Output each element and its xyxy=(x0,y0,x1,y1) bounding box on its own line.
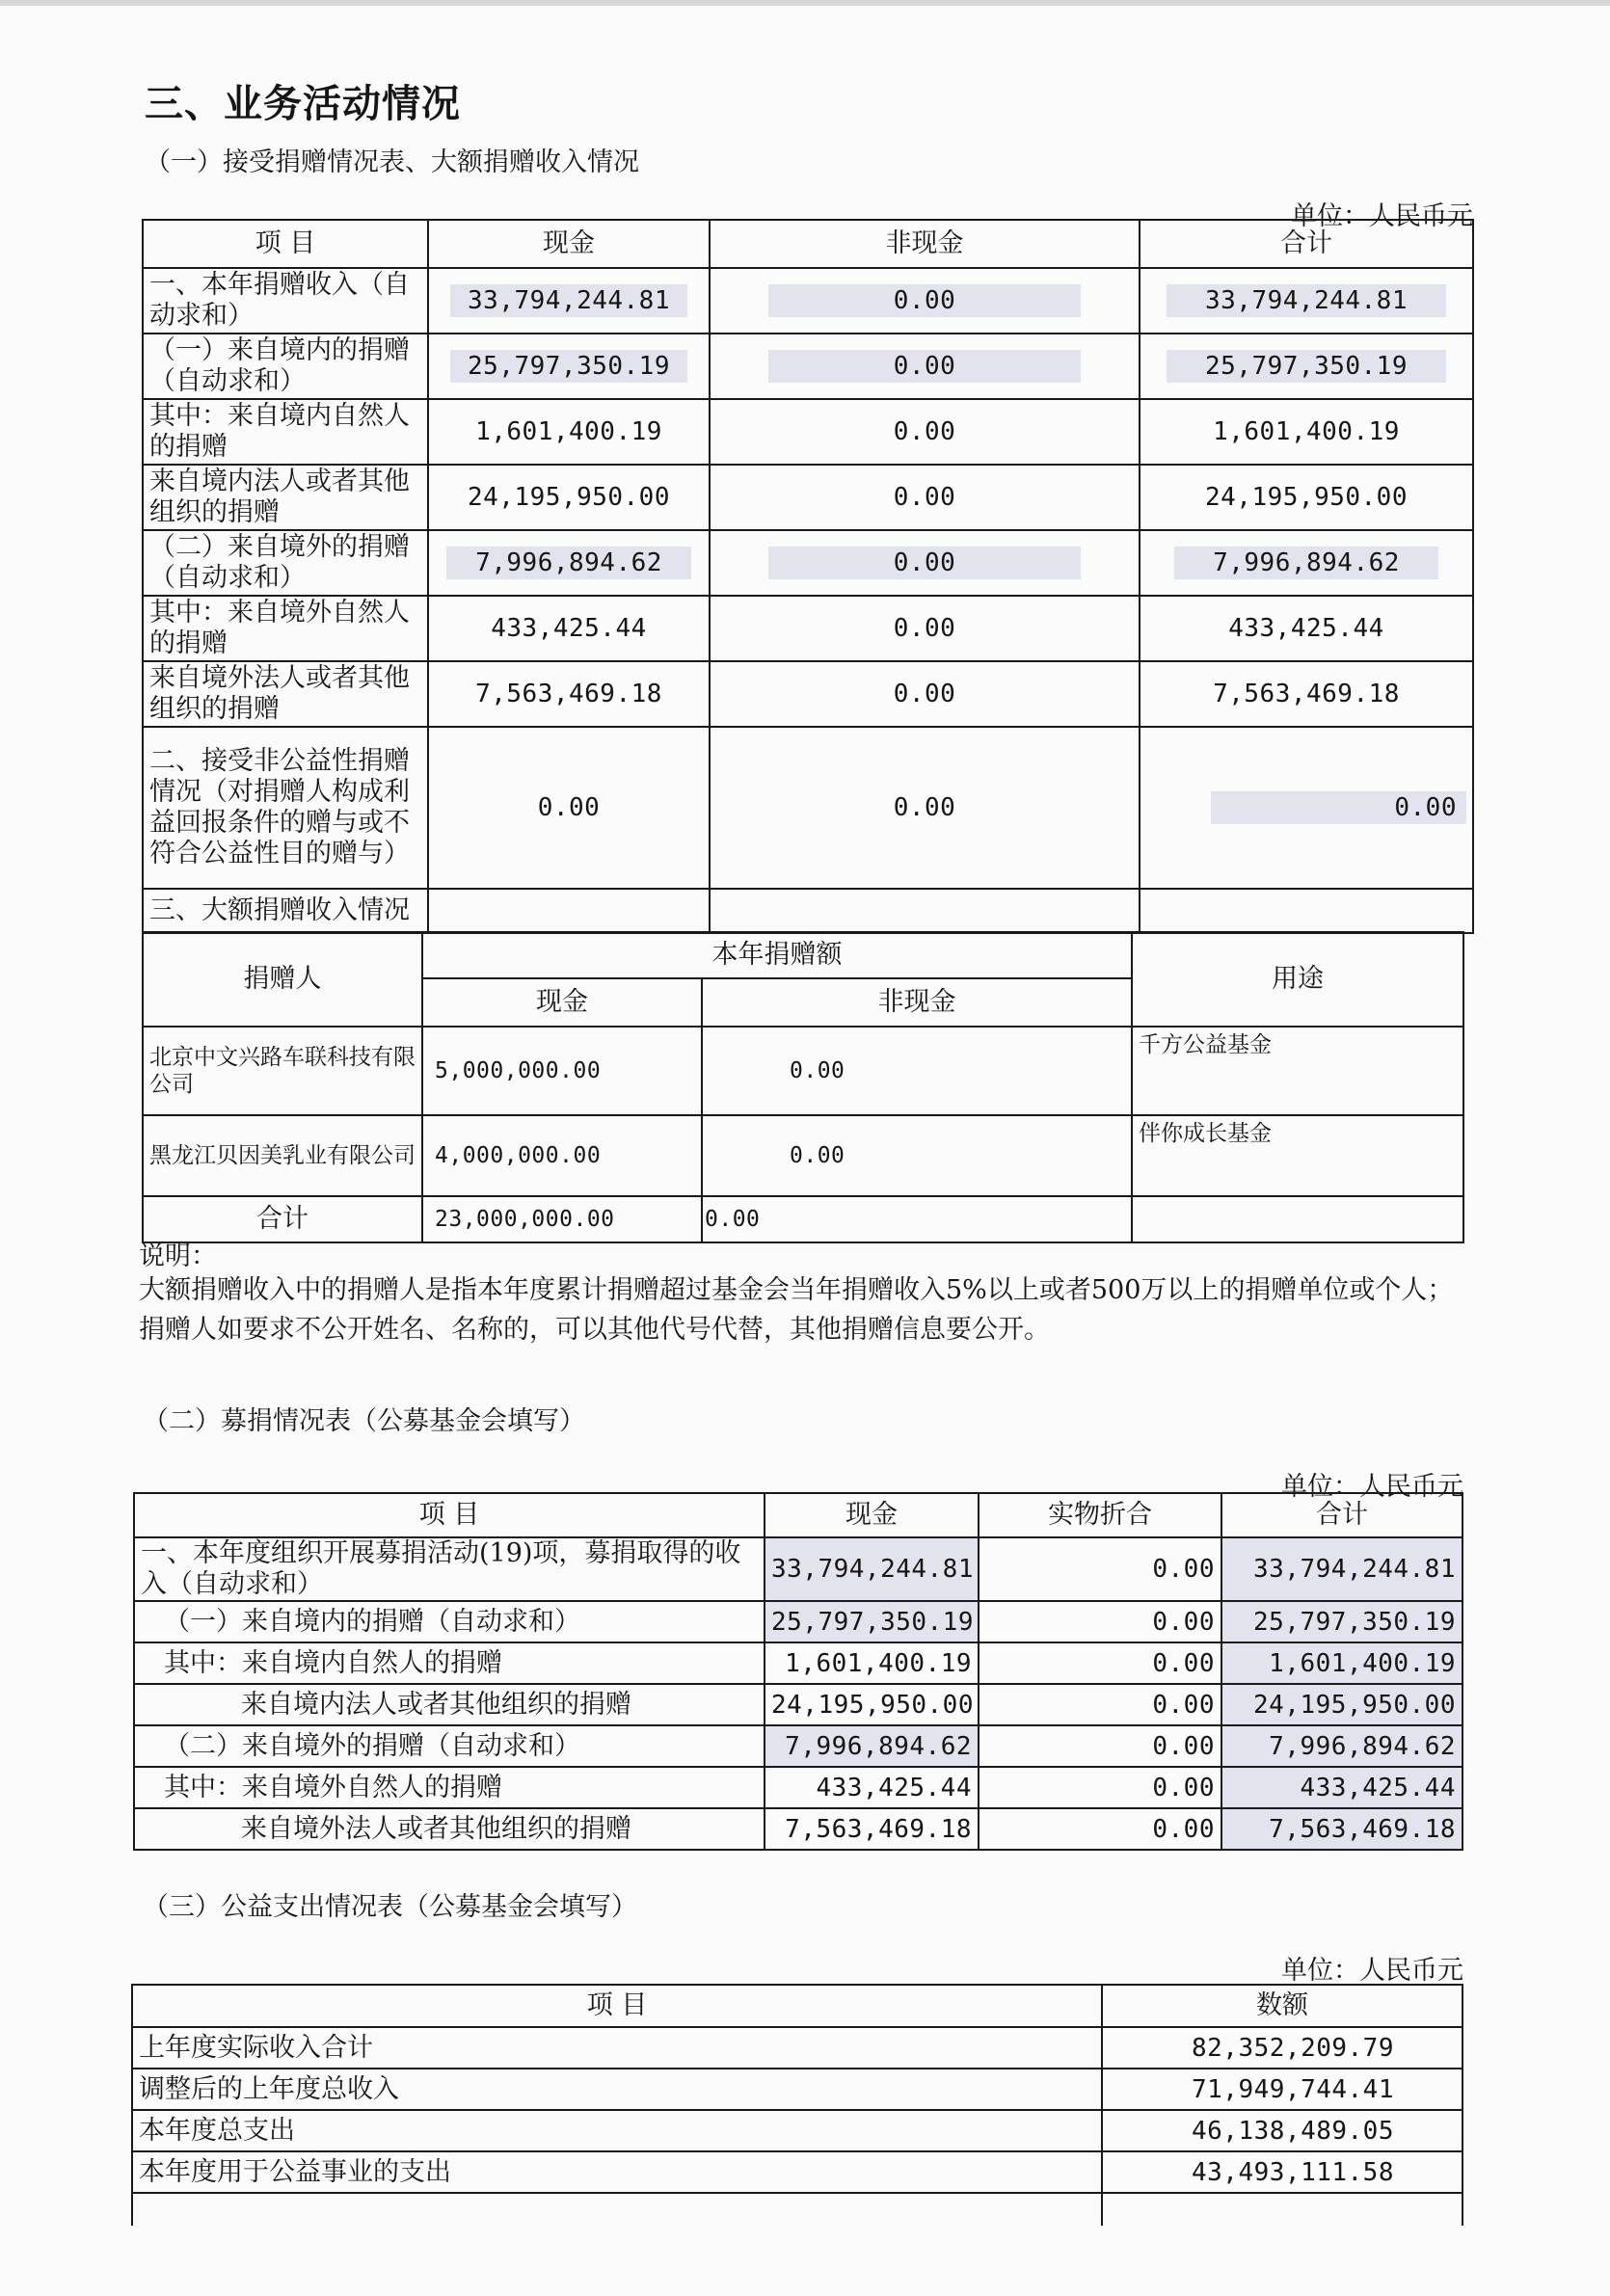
header-cash: 现金 xyxy=(428,220,710,268)
value-total xyxy=(1140,889,1473,933)
table-row xyxy=(134,1808,1462,1850)
table-row xyxy=(143,596,1473,661)
value-noncash: 0.00 xyxy=(768,284,1082,317)
value-amount: 71,949,744.41 xyxy=(1102,2069,1462,2110)
header-amount: 本年捐赠额 xyxy=(422,932,1132,978)
value-noncash: 0.00 xyxy=(710,727,1140,889)
cell-noncash xyxy=(710,268,1140,334)
cell-total xyxy=(1140,268,1473,334)
header-donor: 捐赠人 xyxy=(143,932,422,1027)
value-total: 24,195,950.00 xyxy=(1221,1684,1462,1725)
value-cash: 433,425.44 xyxy=(428,596,710,661)
table-row xyxy=(143,268,1473,334)
value-total: 0.00 xyxy=(1211,791,1466,824)
value-noncash: 0.00 xyxy=(768,547,1082,579)
cell-total xyxy=(1140,727,1473,889)
notes-block xyxy=(139,1240,1469,1348)
donor-cash: 4,000,000.00 xyxy=(422,1115,702,1196)
donor-cash: 5,000,000.00 xyxy=(422,1027,702,1115)
donations-unit: 单位：人民币元 xyxy=(1291,201,1473,231)
notes-line-1: 大额捐赠收入中的捐赠人是指本年度累计捐赠超过基金会当年捐赠收入5%以上或者500万以上的捐赠单位或个人； xyxy=(139,1275,1454,1305)
value-inkind: 0.00 xyxy=(979,1767,1221,1808)
header-amount: 数额 xyxy=(1102,1985,1462,2027)
expenditure-unit: 单位：人民币元 xyxy=(1281,1956,1463,1986)
value-cash: 7,996,894.62 xyxy=(765,1725,979,1767)
table-row xyxy=(143,399,1473,465)
header-item: 项 目 xyxy=(143,220,428,268)
fundraising-subtitle: （二）募捐情况表（公募基金会填写） xyxy=(143,1406,585,1436)
row-label: （一）来自境内的捐赠（自动求和） xyxy=(134,1601,765,1642)
header-cash: 现金 xyxy=(765,1493,979,1537)
header-item: 项 目 xyxy=(134,1493,765,1537)
table-row xyxy=(134,1537,1462,1601)
value-total: 433,425.44 xyxy=(1221,1767,1462,1808)
row-label: 来自境内法人或者其他组织的捐赠 xyxy=(143,465,428,530)
value-amount: 43,493,111.58 xyxy=(1102,2151,1462,2193)
value-total: 7,996,894.62 xyxy=(1221,1725,1462,1767)
header-inkind: 实物折合 xyxy=(979,1493,1221,1537)
table-row xyxy=(143,889,1473,933)
value-total: 7,563,469.18 xyxy=(1140,661,1473,727)
table-header-row xyxy=(134,1493,1462,1537)
cell-cash xyxy=(428,334,710,399)
row-label: 来自境外法人或者其他组织的捐赠 xyxy=(134,1808,765,1850)
cell-cash xyxy=(428,268,710,334)
table-row xyxy=(143,530,1473,596)
value-amount: 82,352,209.79 xyxy=(1102,2027,1462,2069)
expenditure-subtitle: （三）公益支出情况表（公募基金会填写） xyxy=(143,1892,637,1922)
cell-noncash xyxy=(710,334,1140,399)
row-label: 其中：来自境外自然人的捐赠 xyxy=(134,1767,765,1808)
row-label: 来自境内法人或者其他组织的捐赠 xyxy=(134,1684,765,1725)
value-cash: 7,996,894.62 xyxy=(446,547,691,579)
value-cash: 24,195,950.00 xyxy=(428,465,710,530)
value-total: 7,996,894.62 xyxy=(1174,547,1438,579)
donations-table xyxy=(142,219,1474,934)
table-total-row xyxy=(143,1196,1463,1242)
row-label: 三、大额捐赠收入情况 xyxy=(143,889,428,933)
cell-total xyxy=(1140,334,1473,399)
row-label: 其中：来自境内自然人的捐赠 xyxy=(134,1642,765,1684)
header-total: 合计 xyxy=(1140,220,1473,268)
value-inkind: 0.00 xyxy=(979,1601,1221,1642)
table-row xyxy=(132,2027,1462,2069)
header-item: 项 目 xyxy=(132,1985,1102,2027)
value-cash: 33,794,244.81 xyxy=(765,1537,979,1601)
table-header-row xyxy=(132,1985,1462,2027)
total-cash: 23,000,000.00 xyxy=(422,1196,702,1242)
value-cash: 433,425.44 xyxy=(765,1767,979,1808)
donor-noncash: 0.00 xyxy=(702,1115,1132,1196)
value-total: 433,425.44 xyxy=(1140,596,1473,661)
table-header-row xyxy=(143,220,1473,268)
table-row xyxy=(143,661,1473,727)
donor-name: 黑龙江贝因美乳业有限公司 xyxy=(143,1115,422,1196)
table-row xyxy=(134,1642,1462,1684)
value-cash: 25,797,350.19 xyxy=(765,1601,979,1642)
expenditure-table xyxy=(131,1984,1463,2226)
row-label: 其中：来自境内自然人的捐赠 xyxy=(143,399,428,465)
table-row xyxy=(132,2151,1462,2193)
row-label: （二）来自境外的捐赠（自动求和） xyxy=(143,530,428,596)
row-label: 来自境外法人或者其他组织的捐赠 xyxy=(143,661,428,727)
donor-noncash: 0.00 xyxy=(702,1027,1132,1115)
row-label xyxy=(132,2193,1102,2226)
row-label: 二、接受非公益性捐赠情况（对捐赠人构成利益回报条件的赠与或不符合公益性目的赠与） xyxy=(143,727,428,889)
value-cash: 0.00 xyxy=(428,727,710,889)
value-total: 25,797,350.19 xyxy=(1221,1601,1462,1642)
table-row xyxy=(143,727,1473,889)
table-row xyxy=(143,1115,1463,1196)
header-purpose: 用途 xyxy=(1132,932,1463,1027)
table-row xyxy=(132,2069,1462,2110)
donor-purpose: 千方公益基金 xyxy=(1132,1027,1463,1115)
fundraising-unit: 单位：人民币元 xyxy=(1281,1472,1463,1502)
donor-name: 北京中文兴路车联科技有限公司 xyxy=(143,1027,422,1115)
row-label: 本年度总支出 xyxy=(132,2110,1102,2151)
row-label: （二）来自境外的捐赠（自动求和） xyxy=(134,1725,765,1767)
table-row xyxy=(134,1725,1462,1767)
table-header-row xyxy=(143,932,1463,978)
row-label: 调整后的上年度总收入 xyxy=(132,2069,1102,2110)
value-cash: 1,601,400.19 xyxy=(428,399,710,465)
large-donations-table xyxy=(142,931,1464,1243)
value-cash: 7,563,469.18 xyxy=(765,1808,979,1850)
value-cash: 7,563,469.18 xyxy=(428,661,710,727)
row-label: 上年度实际收入合计 xyxy=(132,2027,1102,2069)
value-amount: 46,138,489.05 xyxy=(1102,2110,1462,2151)
table-row xyxy=(134,1767,1462,1808)
row-label: （一）来自境内的捐赠（自动求和） xyxy=(143,334,428,399)
header-noncash: 非现金 xyxy=(702,978,1132,1027)
cell-cash xyxy=(428,530,710,596)
donations-subtitle: （一）接受捐赠情况表、大额捐赠收入情况 xyxy=(145,147,639,177)
value-total: 1,601,400.19 xyxy=(1140,399,1473,465)
cell-noncash xyxy=(710,530,1140,596)
notes-title: 说明： xyxy=(139,1241,217,1271)
notes-line-2: 捐赠人如要求不公开姓名、名称的，可以其他代号代替，其他捐赠信息要公开。 xyxy=(139,1315,1050,1345)
total-purpose xyxy=(1132,1196,1463,1242)
value-noncash: 0.00 xyxy=(710,661,1140,727)
table-row xyxy=(143,334,1473,399)
value-inkind: 0.00 xyxy=(979,1642,1221,1684)
table-row xyxy=(132,2193,1462,2226)
table-row xyxy=(134,1601,1462,1642)
value-total: 24,195,950.00 xyxy=(1140,465,1473,530)
value-cash: 33,794,244.81 xyxy=(450,284,687,317)
value-cash: 1,601,400.19 xyxy=(765,1642,979,1684)
value-inkind: 0.00 xyxy=(979,1684,1221,1725)
value-total: 33,794,244.81 xyxy=(1167,284,1446,317)
value-total: 1,601,400.19 xyxy=(1221,1642,1462,1684)
value-inkind: 0.00 xyxy=(979,1808,1221,1850)
value-cash: 24,195,950.00 xyxy=(765,1684,979,1725)
value-total: 33,794,244.81 xyxy=(1221,1537,1462,1601)
value-inkind: 0.00 xyxy=(979,1725,1221,1767)
table-row xyxy=(143,465,1473,530)
donor-purpose: 伴你成长基金 xyxy=(1132,1115,1463,1196)
value-total: 7,563,469.18 xyxy=(1221,1808,1462,1850)
table-row xyxy=(134,1684,1462,1725)
header-total: 合计 xyxy=(1221,1493,1462,1537)
value-cash: 25,797,350.19 xyxy=(450,350,687,383)
value-noncash: 0.00 xyxy=(710,465,1140,530)
scan-edge xyxy=(0,0,1610,6)
value-amount xyxy=(1102,2193,1462,2226)
section-title: 三、业务活动情况 xyxy=(145,82,461,126)
value-total: 25,797,350.19 xyxy=(1167,350,1446,383)
row-label: 本年度用于公益事业的支出 xyxy=(132,2151,1102,2193)
value-noncash xyxy=(710,889,1140,933)
table-row xyxy=(143,1027,1463,1115)
total-noncash: 0.00 xyxy=(702,1196,1132,1242)
total-label: 合计 xyxy=(143,1196,422,1242)
row-label: 其中：来自境外自然人的捐赠 xyxy=(143,596,428,661)
row-label: 一、本年度组织开展募捐活动(19)项，募捐取得的收入（自动求和） xyxy=(134,1537,765,1601)
value-noncash: 0.00 xyxy=(710,399,1140,465)
table-row xyxy=(132,2110,1462,2151)
value-noncash: 0.00 xyxy=(768,350,1082,383)
row-label: 一、本年捐赠收入（自动求和） xyxy=(143,268,428,334)
value-noncash: 0.00 xyxy=(710,596,1140,661)
value-cash xyxy=(428,889,710,933)
value-inkind: 0.00 xyxy=(979,1537,1221,1601)
cell-total xyxy=(1140,530,1473,596)
header-cash: 现金 xyxy=(422,978,702,1027)
header-noncash: 非现金 xyxy=(710,220,1140,268)
fundraising-table xyxy=(133,1492,1463,1851)
